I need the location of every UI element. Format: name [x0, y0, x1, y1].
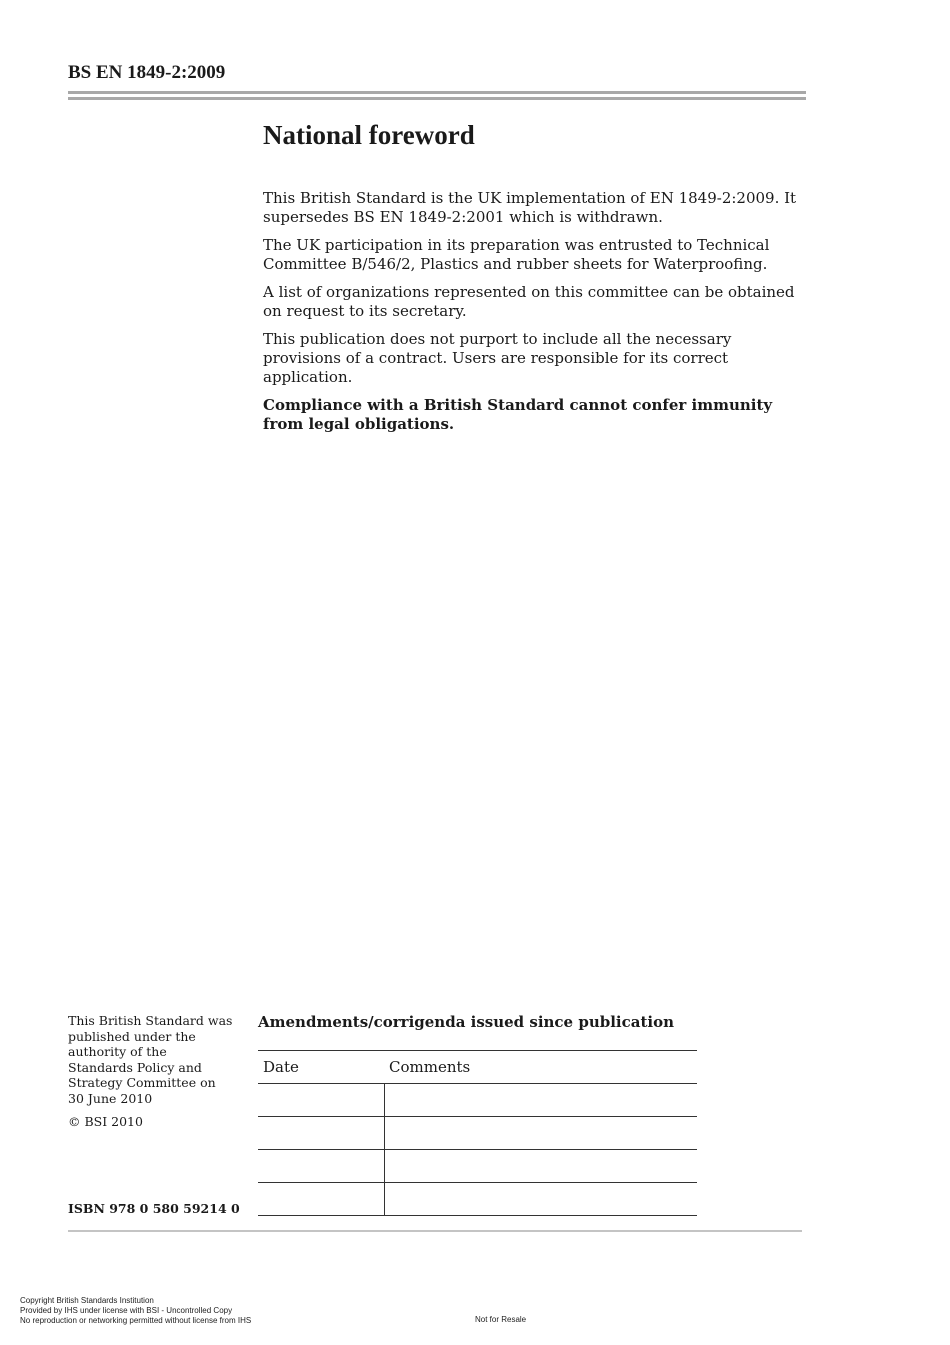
foreword-paragraph: A list of organizations represented on this committee can be obtained on request to its secretary.	[263, 283, 795, 320]
footer-line: Copyright British Standards Institution	[20, 1296, 154, 1305]
table-cell	[384, 1117, 697, 1150]
foreword-paragraph: This British Standard is the UK implementation of EN 1849-2:2009. It supersedes BS EN 1849-2:2001 which is withdrawn.	[263, 189, 797, 226]
table-cell	[258, 1150, 384, 1183]
publication-note	[68, 1013, 233, 1138]
table-row	[258, 1084, 697, 1117]
table-row	[258, 1183, 697, 1216]
copyright-text: © BSI 2010	[68, 1114, 143, 1129]
column-header-date: Date	[258, 1051, 384, 1084]
license-footer	[20, 1296, 251, 1326]
publication-authority-text: This British Standard was published under the authority of the Standards Policy and Strategy Committee on 30 June 2010	[68, 1013, 233, 1106]
page-title: National foreword	[263, 120, 475, 150]
document-code: BS EN 1849-2:2009	[68, 62, 226, 83]
table-cell	[384, 1084, 697, 1117]
foreword-body	[263, 189, 808, 443]
table-cell	[258, 1117, 384, 1150]
column-header-comments: Comments	[384, 1051, 697, 1084]
table-cell	[384, 1183, 697, 1216]
footer-line: Provided by IHS under license with BSI - Uncontrolled Copy	[20, 1306, 233, 1315]
not-for-resale-label: Not for Resale	[475, 1315, 527, 1324]
footer-line: No reproduction or networking permitted without license from IHS	[20, 1316, 252, 1325]
amendments-heading: Amendments/corrigenda issued since publication	[258, 1013, 674, 1031]
table-cell	[258, 1084, 384, 1117]
amendments-table	[258, 1050, 697, 1216]
table-row	[258, 1117, 697, 1150]
footer-rule	[68, 1230, 802, 1232]
table-cell	[384, 1150, 697, 1183]
header-double-rule	[68, 91, 806, 100]
table-row	[258, 1150, 697, 1183]
foreword-paragraph: This publication does not purport to include all the necessary provisions of a contract. Users are responsible for its correct application.	[263, 330, 732, 386]
table-header-row	[258, 1051, 697, 1084]
foreword-paragraph: The UK participation in its preparation was entrusted to Technical Committee B/546/2, Plastics and rubber sheets for Waterproofing.	[263, 236, 770, 273]
isbn: ISBN 978 0 580 59214 0	[68, 1201, 240, 1216]
compliance-notice: Compliance with a British Standard cannot confer immunity from legal obligations.	[263, 396, 773, 433]
table-cell	[258, 1183, 384, 1216]
